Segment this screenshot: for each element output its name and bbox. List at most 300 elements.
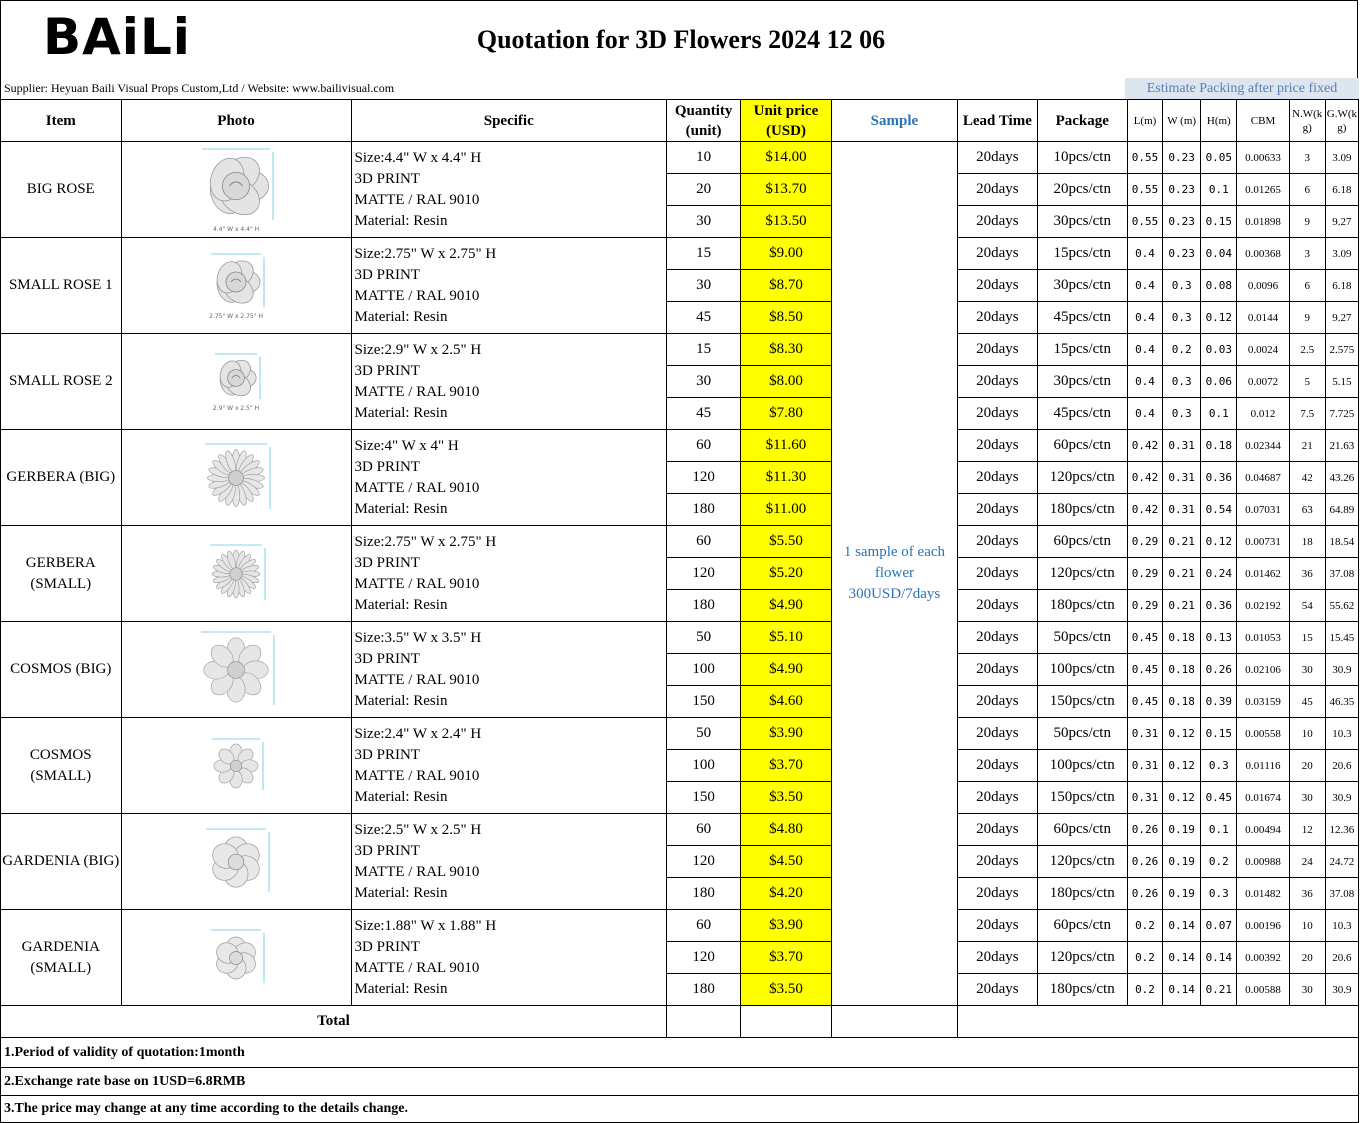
- package-cell: 60pcs/ctn: [1037, 814, 1127, 846]
- package-cell: 120pcs/ctn: [1037, 558, 1127, 590]
- quantity-cell: 100: [666, 654, 740, 686]
- cbm-cell: 0.00494: [1237, 814, 1289, 846]
- col-quantity-unit: (unit): [685, 122, 722, 139]
- gross-weight-cell: 6.18: [1325, 174, 1358, 206]
- length-cell: 0.42: [1127, 430, 1162, 462]
- gross-weight-cell: 21.63: [1325, 430, 1358, 462]
- length-cell: 0.4: [1127, 366, 1162, 398]
- spec-line: 3D PRINT: [354, 842, 420, 859]
- col-photo: Photo: [121, 100, 351, 142]
- package-cell: 120pcs/ctn: [1037, 846, 1127, 878]
- net-weight-cell: 9: [1289, 302, 1325, 334]
- spec-line: MATTE / RAL 9010: [354, 863, 480, 880]
- sample-text: 1 sample of each flower 300USD/7days: [843, 544, 946, 602]
- spec-line: 3D PRINT: [354, 362, 420, 379]
- package-cell: 30pcs/ctn: [1037, 270, 1127, 302]
- width-cell: 0.23: [1163, 238, 1201, 270]
- flower-photo: [121, 718, 351, 814]
- length-cell: 0.31: [1127, 782, 1162, 814]
- net-weight-cell: 6: [1289, 174, 1325, 206]
- unit-price-cell: $8.30: [741, 334, 831, 366]
- spec-line: Size:2.75" W x 2.75" H: [354, 533, 497, 550]
- package-cell: 15pcs/ctn: [1037, 238, 1127, 270]
- table-row: [1, 814, 1359, 846]
- gross-weight-cell: 18.54: [1325, 526, 1358, 558]
- cbm-cell: 0.02192: [1237, 590, 1289, 622]
- total-price: [741, 1006, 831, 1038]
- cbm-cell: 0.00588: [1237, 974, 1289, 1006]
- cbm-cell: 0.01116: [1237, 750, 1289, 782]
- spec-line: Material: Resin: [354, 692, 448, 709]
- cbm-cell: 0.00196: [1237, 910, 1289, 942]
- net-weight-cell: 36: [1289, 558, 1325, 590]
- lead-time-cell: 20days: [958, 910, 1037, 942]
- unit-price-cell: $4.80: [741, 814, 831, 846]
- gross-weight-cell: 46.35: [1325, 686, 1358, 718]
- gross-weight-cell: 37.08: [1325, 878, 1358, 910]
- table-row: [1, 910, 1359, 942]
- lead-time-cell: 20days: [958, 302, 1037, 334]
- spec-line: Material: Resin: [354, 980, 448, 997]
- item-name: SMALL ROSE 1: [1, 238, 122, 334]
- col-width: W (m): [1163, 100, 1201, 142]
- package-cell: 120pcs/ctn: [1037, 942, 1127, 974]
- length-cell: 0.45: [1127, 654, 1162, 686]
- header-row: [1, 100, 1359, 142]
- spec-line: Material: Resin: [354, 404, 448, 421]
- flower-photo: [121, 334, 351, 430]
- unit-price-cell: $13.50: [741, 206, 831, 238]
- length-cell: 0.29: [1127, 558, 1162, 590]
- unit-price-cell: $3.90: [741, 910, 831, 942]
- width-cell: 0.19: [1163, 878, 1201, 910]
- net-weight-cell: 20: [1289, 942, 1325, 974]
- width-cell: 0.23: [1163, 174, 1201, 206]
- net-weight-cell: 24: [1289, 846, 1325, 878]
- lead-time-cell: 20days: [958, 974, 1037, 1006]
- length-cell: 0.55: [1127, 174, 1162, 206]
- total-quantity: [666, 1006, 740, 1038]
- height-cell: 0.3: [1201, 750, 1237, 782]
- unit-price-cell: $14.00: [741, 142, 831, 174]
- lead-time-cell: 20days: [958, 718, 1037, 750]
- width-cell: 0.19: [1163, 814, 1201, 846]
- col-quantity: [666, 100, 740, 142]
- package-cell: 180pcs/ctn: [1037, 494, 1127, 526]
- spec-line: MATTE / RAL 9010: [354, 191, 480, 208]
- cbm-cell: 0.0144: [1237, 302, 1289, 334]
- quantity-cell: 30: [666, 206, 740, 238]
- spec-line: 3D PRINT: [354, 554, 420, 571]
- note-validity: 1.Period of validity of quotation:1month: [1, 1038, 1359, 1068]
- col-price-unit: (USD): [765, 122, 806, 139]
- unit-price-cell: $11.60: [741, 430, 831, 462]
- spec-line: Size:1.88" W x 1.88" H: [354, 917, 497, 934]
- lead-time-cell: 20days: [958, 494, 1037, 526]
- page-title: Quotation for 3D Flowers 2024 12 06: [476, 25, 886, 54]
- package-cell: 180pcs/ctn: [1037, 974, 1127, 1006]
- note-price-change: 3.The price may change at any time according to the details change.: [1, 1096, 1359, 1123]
- length-cell: 0.42: [1127, 494, 1162, 526]
- quantity-cell: 50: [666, 622, 740, 654]
- package-cell: 15pcs/ctn: [1037, 334, 1127, 366]
- spec-line: Size:2.4" W x 2.4" H: [354, 725, 482, 742]
- quantity-cell: 180: [666, 878, 740, 910]
- quantity-cell: 10: [666, 142, 740, 174]
- height-cell: 0.2: [1201, 846, 1237, 878]
- spec-cell: [351, 910, 666, 1006]
- length-cell: 0.55: [1127, 142, 1162, 174]
- spec-cell: [351, 526, 666, 622]
- gross-weight-cell: 3.09: [1325, 142, 1358, 174]
- item-name: BIG ROSE: [1, 142, 122, 238]
- flower-photo: [121, 526, 351, 622]
- spec-line: MATTE / RAL 9010: [354, 575, 480, 592]
- length-cell: 0.29: [1127, 526, 1162, 558]
- sample-note: [831, 142, 958, 1006]
- flower-photo: [121, 238, 351, 334]
- quantity-cell: 120: [666, 462, 740, 494]
- lead-time-cell: 20days: [958, 430, 1037, 462]
- spec-line: MATTE / RAL 9010: [354, 671, 480, 688]
- spec-line: Size:3.5" W x 3.5" H: [354, 629, 482, 646]
- note-row: [1, 1068, 1359, 1096]
- gross-weight-cell: 43.26: [1325, 462, 1358, 494]
- total-sample: [831, 1006, 958, 1038]
- width-cell: 0.19: [1163, 846, 1201, 878]
- lead-time-cell: 20days: [958, 814, 1037, 846]
- spec-line: Material: Resin: [354, 308, 448, 325]
- spec-line: Material: Resin: [354, 212, 448, 229]
- photo-caption: 2.75" W x 2.75" H: [209, 313, 263, 320]
- gross-weight-cell: 20.6: [1325, 750, 1358, 782]
- lead-time-cell: 20days: [958, 846, 1037, 878]
- net-weight-cell: 36: [1289, 878, 1325, 910]
- quantity-cell: 150: [666, 686, 740, 718]
- height-cell: 0.26: [1201, 654, 1237, 686]
- unit-price-cell: $3.70: [741, 750, 831, 782]
- cbm-cell: 0.02344: [1237, 430, 1289, 462]
- spec-cell: [351, 814, 666, 910]
- spec-line: Size:2.9" W x 2.5" H: [354, 341, 482, 358]
- spec-cell: [351, 238, 666, 334]
- package-cell: 45pcs/ctn: [1037, 398, 1127, 430]
- spec-line: Size:4.4" W x 4.4" H: [354, 149, 482, 166]
- length-cell: 0.2: [1127, 974, 1162, 1006]
- lead-time-cell: 20days: [958, 174, 1037, 206]
- width-cell: 0.12: [1163, 750, 1201, 782]
- package-cell: 45pcs/ctn: [1037, 302, 1127, 334]
- spec-line: MATTE / RAL 9010: [354, 479, 480, 496]
- table-row: [1, 334, 1359, 366]
- length-cell: 0.45: [1127, 622, 1162, 654]
- net-weight-cell: 9: [1289, 206, 1325, 238]
- spec-line: MATTE / RAL 9010: [354, 767, 480, 784]
- lead-time-cell: 20days: [958, 654, 1037, 686]
- width-cell: 0.18: [1163, 686, 1201, 718]
- package-cell: 100pcs/ctn: [1037, 654, 1127, 686]
- length-cell: 0.45: [1127, 686, 1162, 718]
- width-cell: 0.2: [1163, 334, 1201, 366]
- gross-weight-cell: 12.36: [1325, 814, 1358, 846]
- unit-price-cell: $3.90: [741, 718, 831, 750]
- spec-line: 3D PRINT: [354, 458, 420, 475]
- unit-price-cell: $4.50: [741, 846, 831, 878]
- cbm-cell: 0.01482: [1237, 878, 1289, 910]
- width-cell: 0.23: [1163, 206, 1201, 238]
- note-row: [1, 1096, 1359, 1123]
- spec-line: Size:4" W x 4" H: [354, 437, 459, 454]
- table-row: [1, 622, 1359, 654]
- lead-time-cell: 20days: [958, 782, 1037, 814]
- length-cell: 0.2: [1127, 910, 1162, 942]
- total-label: Total: [1, 1006, 667, 1038]
- width-cell: 0.31: [1163, 462, 1201, 494]
- height-cell: 0.54: [1201, 494, 1237, 526]
- lead-time-cell: 20days: [958, 878, 1037, 910]
- net-weight-cell: 30: [1289, 974, 1325, 1006]
- lead-time-cell: 20days: [958, 526, 1037, 558]
- gross-weight-cell: 37.08: [1325, 558, 1358, 590]
- col-length: L(m): [1127, 100, 1162, 142]
- lead-time-cell: 20days: [958, 270, 1037, 302]
- quantity-cell: 15: [666, 334, 740, 366]
- photo-caption: 4.4" W x 4.4" H: [212, 226, 260, 233]
- width-cell: 0.23: [1163, 142, 1201, 174]
- table-row: [1, 238, 1359, 270]
- spec-line: Material: Resin: [354, 884, 448, 901]
- total-blank: [958, 1006, 1359, 1038]
- spec-line: Material: Resin: [354, 500, 448, 517]
- col-gross-weight: G.W(kg): [1325, 100, 1358, 142]
- spec-line: MATTE / RAL 9010: [354, 383, 480, 400]
- package-cell: 50pcs/ctn: [1037, 622, 1127, 654]
- quantity-cell: 30: [666, 366, 740, 398]
- unit-price-cell: $5.50: [741, 526, 831, 558]
- height-cell: 0.3: [1201, 878, 1237, 910]
- spec-line: MATTE / RAL 9010: [354, 287, 480, 304]
- quantity-cell: 15: [666, 238, 740, 270]
- net-weight-cell: 30: [1289, 654, 1325, 686]
- net-weight-cell: 42: [1289, 462, 1325, 494]
- quantity-cell: 60: [666, 430, 740, 462]
- height-cell: 0.36: [1201, 462, 1237, 494]
- gross-weight-cell: 15.45: [1325, 622, 1358, 654]
- cbm-cell: 0.01674: [1237, 782, 1289, 814]
- flower-photo: [121, 622, 351, 718]
- quantity-cell: 45: [666, 398, 740, 430]
- cbm-cell: 0.00368: [1237, 238, 1289, 270]
- width-cell: 0.12: [1163, 718, 1201, 750]
- estimate-packing-note: Estimate Packing after price fixed: [1125, 78, 1359, 100]
- flower-photo: [121, 430, 351, 526]
- width-cell: 0.3: [1163, 302, 1201, 334]
- gross-weight-cell: 30.9: [1325, 974, 1358, 1006]
- gross-weight-cell: 5.15: [1325, 366, 1358, 398]
- net-weight-cell: 10: [1289, 718, 1325, 750]
- quantity-cell: 20: [666, 174, 740, 206]
- quantity-cell: 120: [666, 942, 740, 974]
- gross-weight-cell: 64.89: [1325, 494, 1358, 526]
- item-name: SMALL ROSE 2: [1, 334, 122, 430]
- cbm-cell: 0.00731: [1237, 526, 1289, 558]
- lead-time-cell: 20days: [958, 558, 1037, 590]
- width-cell: 0.21: [1163, 526, 1201, 558]
- width-cell: 0.3: [1163, 270, 1201, 302]
- net-weight-cell: 12: [1289, 814, 1325, 846]
- length-cell: 0.4: [1127, 302, 1162, 334]
- length-cell: 0.4: [1127, 238, 1162, 270]
- unit-price-cell: $4.60: [741, 686, 831, 718]
- gross-weight-cell: 30.9: [1325, 654, 1358, 686]
- quantity-cell: 60: [666, 814, 740, 846]
- net-weight-cell: 20: [1289, 750, 1325, 782]
- package-cell: 60pcs/ctn: [1037, 910, 1127, 942]
- net-weight-cell: 3: [1289, 238, 1325, 270]
- quantity-cell: 60: [666, 526, 740, 558]
- net-weight-cell: 18: [1289, 526, 1325, 558]
- cbm-cell: 0.03159: [1237, 686, 1289, 718]
- unit-price-cell: $3.50: [741, 782, 831, 814]
- spec-line: 3D PRINT: [354, 170, 420, 187]
- spec-cell: [351, 142, 666, 238]
- spec-line: Size:2.5" W x 2.5" H: [354, 821, 482, 838]
- width-cell: 0.31: [1163, 430, 1201, 462]
- unit-price-cell: $11.00: [741, 494, 831, 526]
- height-cell: 0.15: [1201, 718, 1237, 750]
- table-body: [1, 142, 1359, 1006]
- unit-price-cell: $7.80: [741, 398, 831, 430]
- net-weight-cell: 45: [1289, 686, 1325, 718]
- spec-cell: [351, 718, 666, 814]
- package-cell: 30pcs/ctn: [1037, 206, 1127, 238]
- height-cell: 0.1: [1201, 174, 1237, 206]
- package-cell: 100pcs/ctn: [1037, 750, 1127, 782]
- unit-price-cell: $4.20: [741, 878, 831, 910]
- unit-price-cell: $3.70: [741, 942, 831, 974]
- net-weight-cell: 54: [1289, 590, 1325, 622]
- cbm-cell: 0.00988: [1237, 846, 1289, 878]
- col-unit-price: [741, 100, 831, 142]
- spec-line: 3D PRINT: [354, 938, 420, 955]
- height-cell: 0.24: [1201, 558, 1237, 590]
- lead-time-cell: 20days: [958, 398, 1037, 430]
- col-lead-time: Lead Time: [958, 100, 1037, 142]
- col-item: Item: [1, 100, 122, 142]
- package-cell: 150pcs/ctn: [1037, 782, 1127, 814]
- lead-time-cell: 20days: [958, 590, 1037, 622]
- height-cell: 0.05: [1201, 142, 1237, 174]
- length-cell: 0.4: [1127, 270, 1162, 302]
- col-quantity-label: Quantity: [674, 102, 733, 119]
- package-cell: 180pcs/ctn: [1037, 878, 1127, 910]
- width-cell: 0.14: [1163, 942, 1201, 974]
- width-cell: 0.18: [1163, 622, 1201, 654]
- quantity-cell: 180: [666, 974, 740, 1006]
- net-weight-cell: 21: [1289, 430, 1325, 462]
- height-cell: 0.39: [1201, 686, 1237, 718]
- table-row: [1, 526, 1359, 558]
- length-cell: 0.26: [1127, 814, 1162, 846]
- photo-caption: 2.9" W x 2.5" H: [212, 405, 260, 412]
- cbm-cell: 0.01462: [1237, 558, 1289, 590]
- col-sample: Sample: [831, 100, 958, 142]
- quantity-cell: 120: [666, 558, 740, 590]
- company-logo: BAiLi: [43, 8, 191, 66]
- gross-weight-cell: 10.3: [1325, 718, 1358, 750]
- gross-weight-cell: 55.62: [1325, 590, 1358, 622]
- package-cell: 50pcs/ctn: [1037, 718, 1127, 750]
- gross-weight-cell: 7.725: [1325, 398, 1358, 430]
- cbm-cell: 0.02106: [1237, 654, 1289, 686]
- height-cell: 0.07: [1201, 910, 1237, 942]
- col-net-weight: N.W(kg): [1289, 100, 1325, 142]
- width-cell: 0.3: [1163, 366, 1201, 398]
- gross-weight-cell: 9.27: [1325, 206, 1358, 238]
- cbm-cell: 0.01053: [1237, 622, 1289, 654]
- net-weight-cell: 6: [1289, 270, 1325, 302]
- quantity-cell: 180: [666, 494, 740, 526]
- gross-weight-cell: 30.9: [1325, 782, 1358, 814]
- lead-time-cell: 20days: [958, 142, 1037, 174]
- item-name: GARDENIA (BIG): [1, 814, 122, 910]
- lead-time-cell: 20days: [958, 206, 1037, 238]
- flower-photo: [121, 142, 351, 238]
- gross-weight-cell: 20.6: [1325, 942, 1358, 974]
- height-cell: 0.12: [1201, 302, 1237, 334]
- net-weight-cell: 10: [1289, 910, 1325, 942]
- package-cell: 20pcs/ctn: [1037, 174, 1127, 206]
- gross-weight-cell: 24.72: [1325, 846, 1358, 878]
- net-weight-cell: 15: [1289, 622, 1325, 654]
- lead-time-cell: 20days: [958, 366, 1037, 398]
- spec-line: 3D PRINT: [354, 266, 420, 283]
- supplier-info: Supplier: Heyuan Baili Visual Props Custom,Ltd / Website: www.bailivisual.com: [4, 81, 395, 95]
- cbm-cell: 0.0072: [1237, 366, 1289, 398]
- flower-photo: [121, 814, 351, 910]
- quantity-cell: 100: [666, 750, 740, 782]
- gross-weight-cell: 3.09: [1325, 238, 1358, 270]
- length-cell: 0.31: [1127, 718, 1162, 750]
- cbm-cell: 0.01265: [1237, 174, 1289, 206]
- unit-price-cell: $4.90: [741, 654, 831, 686]
- length-cell: 0.26: [1127, 878, 1162, 910]
- height-cell: 0.21: [1201, 974, 1237, 1006]
- cbm-cell: 0.00392: [1237, 942, 1289, 974]
- length-cell: 0.29: [1127, 590, 1162, 622]
- length-cell: 0.2: [1127, 942, 1162, 974]
- package-cell: 180pcs/ctn: [1037, 590, 1127, 622]
- item-name: GARDENIA (SMALL): [1, 910, 122, 1006]
- cbm-cell: 0.04687: [1237, 462, 1289, 494]
- spec-line: Material: Resin: [354, 788, 448, 805]
- net-weight-cell: 2.5: [1289, 334, 1325, 366]
- length-cell: 0.4: [1127, 334, 1162, 366]
- lead-time-cell: 20days: [958, 462, 1037, 494]
- package-cell: 60pcs/ctn: [1037, 526, 1127, 558]
- lead-time-cell: 20days: [958, 238, 1037, 270]
- col-specific: Specific: [351, 100, 666, 142]
- height-cell: 0.18: [1201, 430, 1237, 462]
- quantity-cell: 30: [666, 270, 740, 302]
- length-cell: 0.55: [1127, 206, 1162, 238]
- lead-time-cell: 20days: [958, 942, 1037, 974]
- col-price-label: Unit price: [753, 102, 819, 119]
- note-exchange-rate: 2.Exchange rate base on 1USD=6.8RMB: [1, 1068, 1359, 1096]
- unit-price-cell: $13.70: [741, 174, 831, 206]
- package-cell: 120pcs/ctn: [1037, 462, 1127, 494]
- height-cell: 0.12: [1201, 526, 1237, 558]
